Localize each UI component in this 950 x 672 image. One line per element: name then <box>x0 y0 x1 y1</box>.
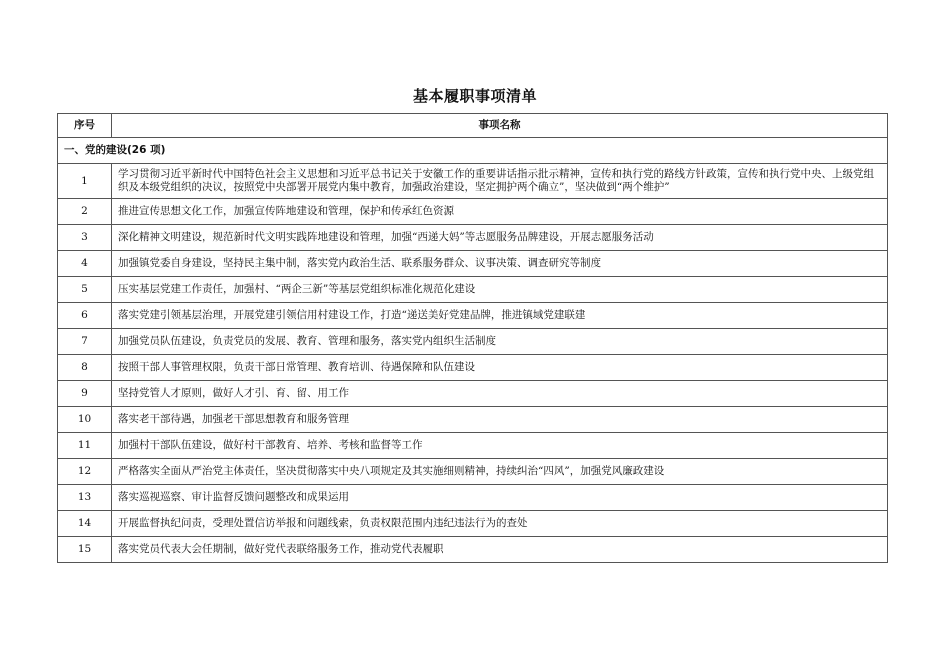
table-row <box>58 381 888 407</box>
section-label: 一、党的建设(26 项) <box>58 138 888 164</box>
table-row <box>58 329 888 355</box>
row-item-name: 深化精神文明建设，规范新时代文明实践阵地建设和管理，加强“西递大妈”等志愿服务品牌建设，开展志愿服务活动 <box>112 225 888 251</box>
table-row <box>58 164 888 199</box>
row-item-name: 推进宣传思想文化工作，加强宣传阵地建设和管理，保护和传承红色资源 <box>112 199 888 225</box>
page-title: 基本履职事项清单 <box>412 87 537 105</box>
table-header-row <box>58 114 888 138</box>
row-item-name: 学习贯彻习近平新时代中国特色社会主义思想和习近平总书记关于安徽工作的重要讲话指示批示精神，宣传和执行党的路线方针政策，宣传和执行党中央、上级党组织及本级党组织的决议，按照党中央部署开展党内集中教育，加强政治建设，坚定拥护两个确立”，坚决做到“两个维护” <box>112 164 888 199</box>
row-item-name: 严格落实全面从严治党主体责任，坚决贯彻落实中央八项规定及其实施细则精神，持续纠治“四风”，加强党风廉政建设 <box>112 459 888 485</box>
row-number: 4 <box>58 251 112 277</box>
row-item-name: 加强村干部队伍建设，做好村干部教育、培养、考核和监督等工作 <box>112 433 888 459</box>
row-item-name: 加强镇党委自身建设，坚持民主集中制，落实党内政治生活、联系服务群众、议事决策、调查研究等制度 <box>112 251 888 277</box>
duty-list-table <box>57 113 888 563</box>
row-item-name: 落实党员代表大会任期制，做好党代表联络服务工作，推动党代表履职 <box>112 537 888 563</box>
table-row <box>58 459 888 485</box>
row-number: 5 <box>58 277 112 303</box>
row-item-name: 落实党建引领基层治理，开展党建引领信用村建设工作，打造“递送美好党建品牌，推进镇域党建联建 <box>112 303 888 329</box>
row-item-name: 压实基层党建工作责任，加强村、“两企三新”等基层党组织标准化规范化建设 <box>112 277 888 303</box>
row-item-name: 落实老干部待遇，加强老干部思想教育和服务管理 <box>112 407 888 433</box>
table-row <box>58 537 888 563</box>
table-row <box>58 485 888 511</box>
row-number: 7 <box>58 329 112 355</box>
column-header-number: 序号 <box>58 114 112 138</box>
table-row <box>58 225 888 251</box>
row-item-name: 加强党员队伍建设，负责党员的发展、教育、管理和服务，落实党内组织生活制度 <box>112 329 888 355</box>
column-header-name: 事项名称 <box>112 114 888 138</box>
row-number: 11 <box>58 433 112 459</box>
row-number: 8 <box>58 355 112 381</box>
row-number: 9 <box>58 381 112 407</box>
row-item-name: 按照干部人事管理权限，负责干部日常管理、教育培训、待遇保障和队伍建设 <box>112 355 888 381</box>
row-number: 15 <box>58 537 112 563</box>
table-row <box>58 407 888 433</box>
row-item-name: 落实巡视巡察、审计监督反馈问题整改和成果运用 <box>112 485 888 511</box>
row-number: 14 <box>58 511 112 537</box>
table-row <box>58 355 888 381</box>
table-row <box>58 277 888 303</box>
row-item-name: 坚持党管人才原则，做好人才引、育、留、用工作 <box>112 381 888 407</box>
section-row-party-building <box>58 138 888 164</box>
row-item-name: 开展监督执纪问责，受理处置信访举报和问题线索，负责权限范围内违纪违法行为的查处 <box>112 511 888 537</box>
row-number: 10 <box>58 407 112 433</box>
table-row <box>58 303 888 329</box>
table-row <box>58 511 888 537</box>
table-row <box>58 199 888 225</box>
row-number: 12 <box>58 459 112 485</box>
table-row <box>58 251 888 277</box>
row-number: 1 <box>58 164 112 199</box>
row-number: 13 <box>58 485 112 511</box>
row-number: 6 <box>58 303 112 329</box>
table-row <box>58 433 888 459</box>
row-number: 3 <box>58 225 112 251</box>
row-number: 2 <box>58 199 112 225</box>
